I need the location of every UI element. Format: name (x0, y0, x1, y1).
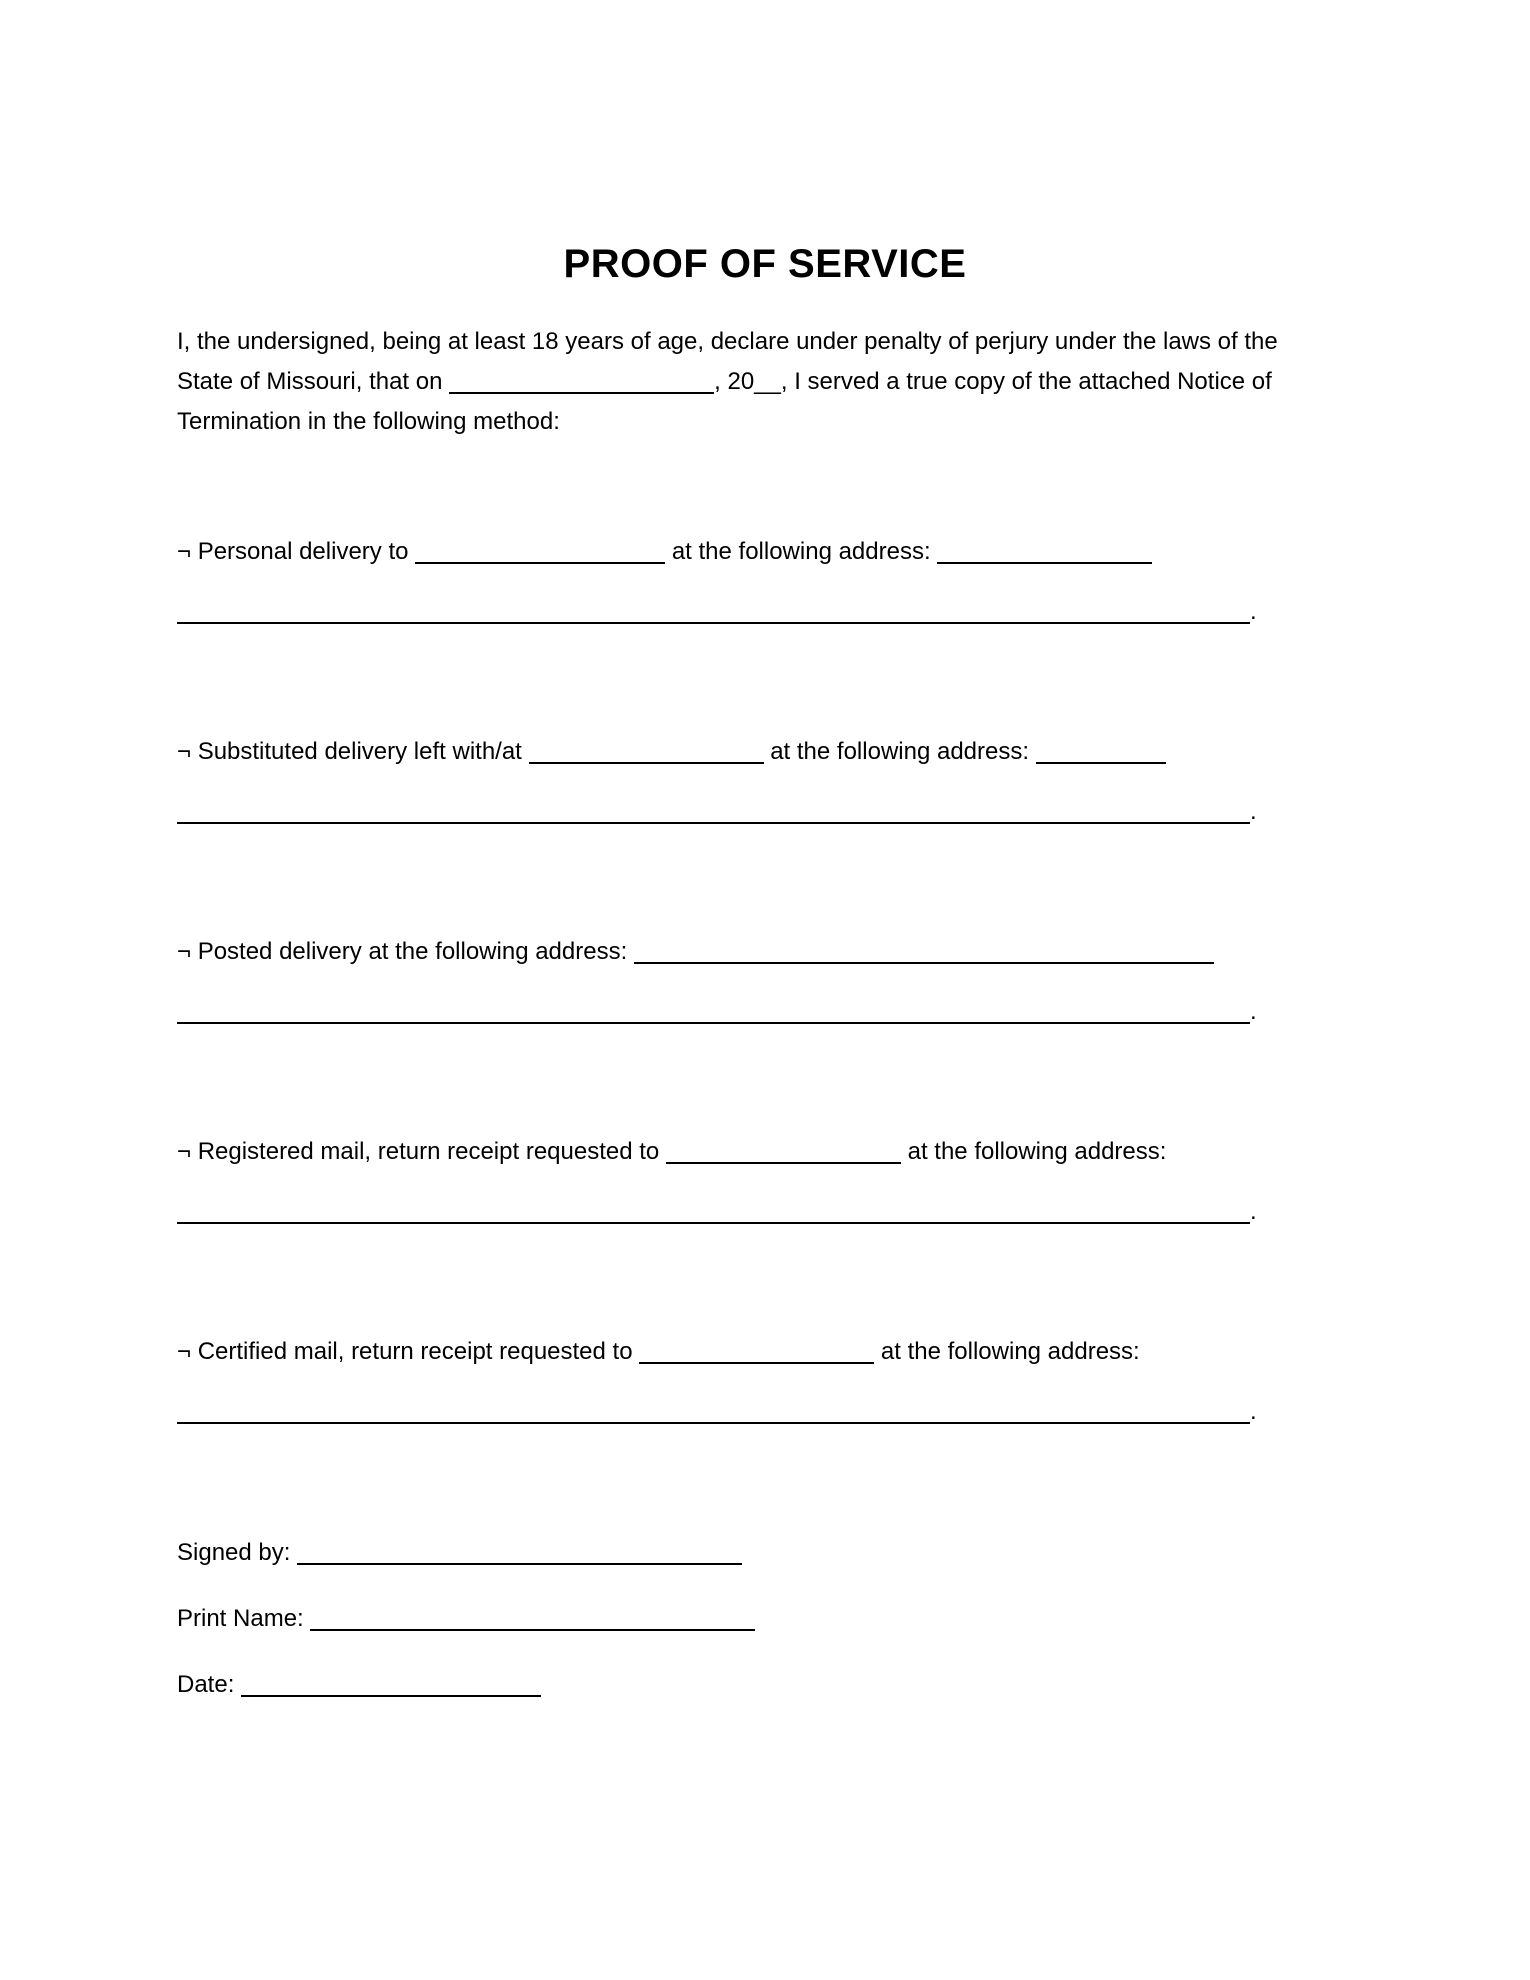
checkbox-icon: ¬ (177, 1338, 192, 1365)
method-prefix: Certified mail, return receipt requested to (197, 1338, 633, 1365)
name-blank (666, 1140, 901, 1164)
fill-rule (177, 1400, 1250, 1424)
name-blank (639, 1340, 874, 1364)
method-label-line (177, 532, 1337, 572)
intro-line-2-before: State of Missouri, that on (177, 368, 450, 395)
name-blank (529, 740, 764, 764)
method-suffix: at the following address: (880, 1338, 1140, 1365)
date-row (177, 1665, 1337, 1705)
method-label-line (177, 1132, 1337, 1172)
date-blank (449, 370, 714, 394)
method-posted-delivery (177, 932, 1337, 1025)
intro-paragraph (177, 322, 1337, 442)
date-blank (241, 1673, 541, 1697)
intro-line-3: Termination in the following method: (177, 408, 560, 435)
fill-rule (177, 1200, 1250, 1224)
address-fill-line (177, 998, 1337, 1025)
checkbox-icon: ¬ (177, 1138, 192, 1165)
address-blank (634, 940, 1214, 964)
method-prefix: Posted delivery at the following address: (197, 938, 628, 965)
method-certified-mail (177, 1332, 1337, 1425)
method-personal-delivery (177, 532, 1337, 625)
intro-line-2 (177, 362, 1337, 402)
period: . (1250, 1398, 1257, 1425)
checkbox-icon: ¬ (177, 938, 192, 965)
period: . (1250, 598, 1257, 625)
address-fill-line (177, 598, 1337, 625)
checkbox-icon: ¬ (177, 738, 192, 765)
method-label-line (177, 1332, 1337, 1372)
method-label-line (177, 932, 1337, 972)
method-prefix: Substituted delivery left with/at (197, 738, 522, 765)
method-suffix: at the following address: (671, 538, 931, 565)
fill-rule (177, 600, 1250, 624)
name-blank (415, 540, 665, 564)
address-fill-line (177, 798, 1337, 825)
fill-rule (177, 1000, 1250, 1024)
address-blank (937, 540, 1152, 564)
print-name-label: Print Name: (177, 1605, 304, 1632)
signed-by-blank (297, 1541, 742, 1565)
document-body (177, 322, 1337, 1705)
intro-line-2-after: , 20__, I served a true copy of the attached Notice of (714, 368, 1272, 395)
period: . (1250, 798, 1257, 825)
period: . (1250, 1198, 1257, 1225)
address-fill-line (177, 1198, 1337, 1225)
page-title: PROOF OF SERVICE (563, 242, 967, 286)
method-prefix: Registered mail, return receipt requested to (197, 1138, 660, 1165)
fill-rule (177, 800, 1250, 824)
method-label-line (177, 732, 1337, 772)
period: . (1250, 998, 1257, 1025)
address-blank (1036, 740, 1166, 764)
checkbox-icon: ¬ (177, 538, 192, 565)
print-name-blank (310, 1607, 755, 1631)
signature-block (177, 1533, 1337, 1705)
signed-by-row (177, 1533, 1337, 1573)
address-fill-line (177, 1398, 1337, 1425)
print-name-row (177, 1599, 1337, 1639)
method-registered-mail (177, 1132, 1337, 1225)
date-label: Date: (177, 1671, 235, 1698)
method-substituted-delivery (177, 732, 1337, 825)
method-prefix: Personal delivery to (197, 538, 409, 565)
method-suffix: at the following address: (770, 738, 1030, 765)
intro-line-1: I, the undersigned, being at least 18 years of age, declare under penalty of perjury under the laws of the (177, 328, 1278, 355)
method-suffix: at the following address: (907, 1138, 1167, 1165)
signed-by-label: Signed by: (177, 1539, 291, 1566)
